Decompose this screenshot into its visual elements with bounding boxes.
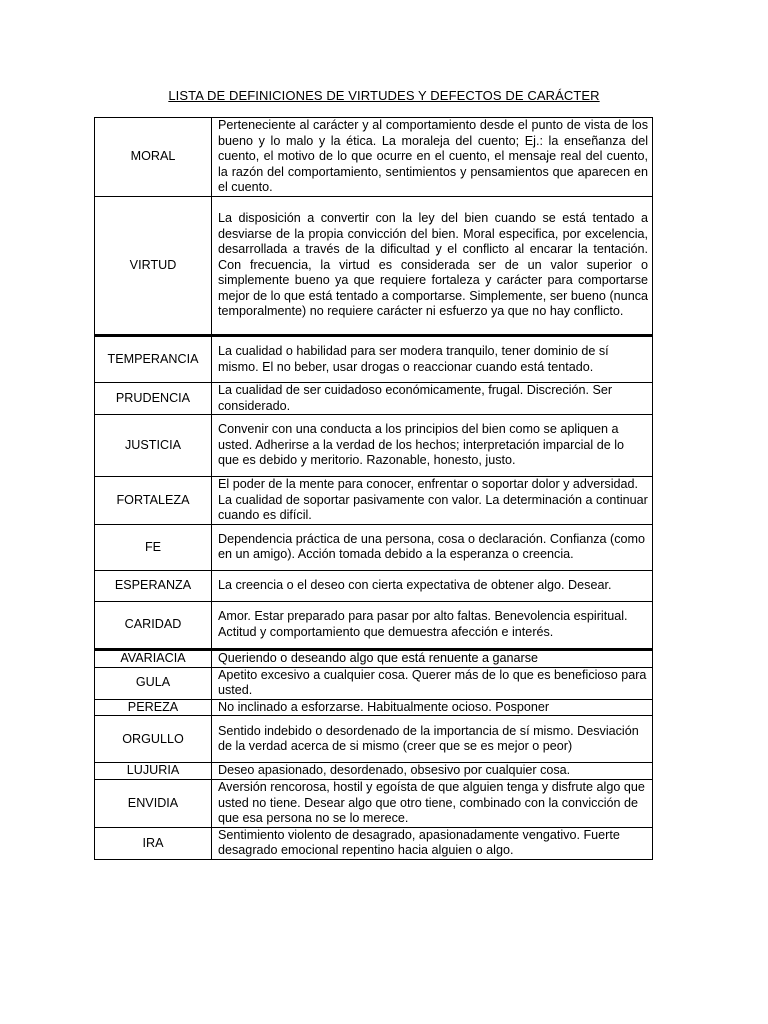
definition-cell: No inclinado a esforzarse. Habitualmente ocioso. Posponer [212,699,653,716]
table-row [95,699,653,716]
table-row [95,383,653,415]
definition-cell: Amor. Estar preparado para pasar por alto faltas. Benevolencia espiritual. Actitud y comportamiento que demuestra afección e interés. [212,601,653,649]
term-cell: FE [95,524,212,570]
table-row [95,524,653,570]
table-row [95,649,653,667]
term-cell: ORGULLO [95,716,212,763]
table-row [95,763,653,780]
table-row [95,601,653,649]
definition-cell: Aversión rencorosa, hostil y egoísta de que alguien tenga y disfrute algo que usted no tiene. Desear algo que otro tiene, combinado con la convicción de que esa persona no se lo merece. [212,779,653,827]
table-row [95,570,653,601]
definition-cell: Convenir con una conducta a los principios del bien como se apliquen a usted. Adherirse a la verdad de los hechos; interpretación imparcial de lo que es debido y meritorio. Razonable, honesto, justo. [212,415,653,477]
definition-cell: La disposición a convertir con la ley del bien cuando se está tentado a desviarse de la propia convicción del bien. Moral especifica, por excelencia, desarrollada a través de la dificultad y el conflicto al encarar la tentación. Con frecuencia, la virtud es considerada ser de un valor superior o simplemente bueno ya que requiere fortaleza y carácter para comportarse mejor de lo que está tentado a comportarse. Simplemente, ser bueno (nunca temporalmente) no requiere carácter ni esfuerzo ya que no hay conflicto. [212,197,653,336]
definition-cell: Queriendo o deseando algo que está renuente a ganarse [212,649,653,667]
term-cell: VIRTUD [95,197,212,336]
definition-cell: La cualidad de ser cuidadoso económicamente, frugal. Discreción. Ser considerado. [212,383,653,415]
term-cell: CARIDAD [95,601,212,649]
term-cell: ESPERANZA [95,570,212,601]
term-cell: AVARIACIA [95,649,212,667]
document-title: LISTA DE DEFINICIONES DE VIRTUDES Y DEFECTOS DE CARÁCTER [168,88,600,103]
term-cell: GULA [95,667,212,699]
term-cell: PEREZA [95,699,212,716]
term-cell: PRUDENCIA [95,383,212,415]
definitions-table [94,117,653,860]
table-row [95,197,653,336]
term-cell: IRA [95,827,212,859]
definition-cell: El poder de la mente para conocer, enfrentar o soportar dolor y adversidad. La cualidad de soportar pasivamente con valor. La determinación a continuar cuando es difícil. [212,477,653,525]
table-row [95,336,653,383]
term-cell: TEMPERANCIA [95,336,212,383]
definition-cell: Apetito excesivo a cualquier cosa. Querer más de lo que es beneficioso para usted. [212,667,653,699]
table-row [95,477,653,525]
term-cell: FORTALEZA [95,477,212,525]
term-cell: LUJURIA [95,763,212,780]
definition-cell: Sentido indebido o desordenado de la importancia de sí mismo. Desviación de la verdad acerca de si mismo (creer que se es mejor o peor) [212,716,653,763]
table-row [95,716,653,763]
definition-cell: Sentimiento violento de desagrado, apasionadamente vengativo. Fuerte desagrado emocional repentino hacia alguien o algo. [212,827,653,859]
definition-cell: Deseo apasionado, desordenado, obsesivo por cualquier cosa. [212,763,653,780]
definition-cell: Perteneciente al carácter y al comportamiento desde el punto de vista de los bueno y lo malo y la ética. La moraleja del cuento; Ej.: la enseñanza del cuento, el motivo de lo que ocurre en el cuento, el mensaje real del cuento, la razón del comportamiento, sentimientos y pensamientos que aparecen en el cuento. [212,118,653,197]
term-cell: ENVIDIA [95,779,212,827]
table-row [95,415,653,477]
definition-cell: La creencia o el deseo con cierta expectativa de obtener algo. Desear. [212,570,653,601]
term-cell: JUSTICIA [95,415,212,477]
table-row [95,827,653,859]
table-row [95,779,653,827]
table-row [95,118,653,197]
table-row [95,667,653,699]
definition-cell: Dependencia práctica de una persona, cosa o declaración. Confianza (como en un amigo). Acción tomada debido a la esperanza o creencia. [212,524,653,570]
term-cell: MORAL [95,118,212,197]
definition-cell: La cualidad o habilidad para ser modera tranquilo, tener dominio de sí mismo. El no beber, usar drogas o reaccionar cuando está tentado. [212,336,653,383]
